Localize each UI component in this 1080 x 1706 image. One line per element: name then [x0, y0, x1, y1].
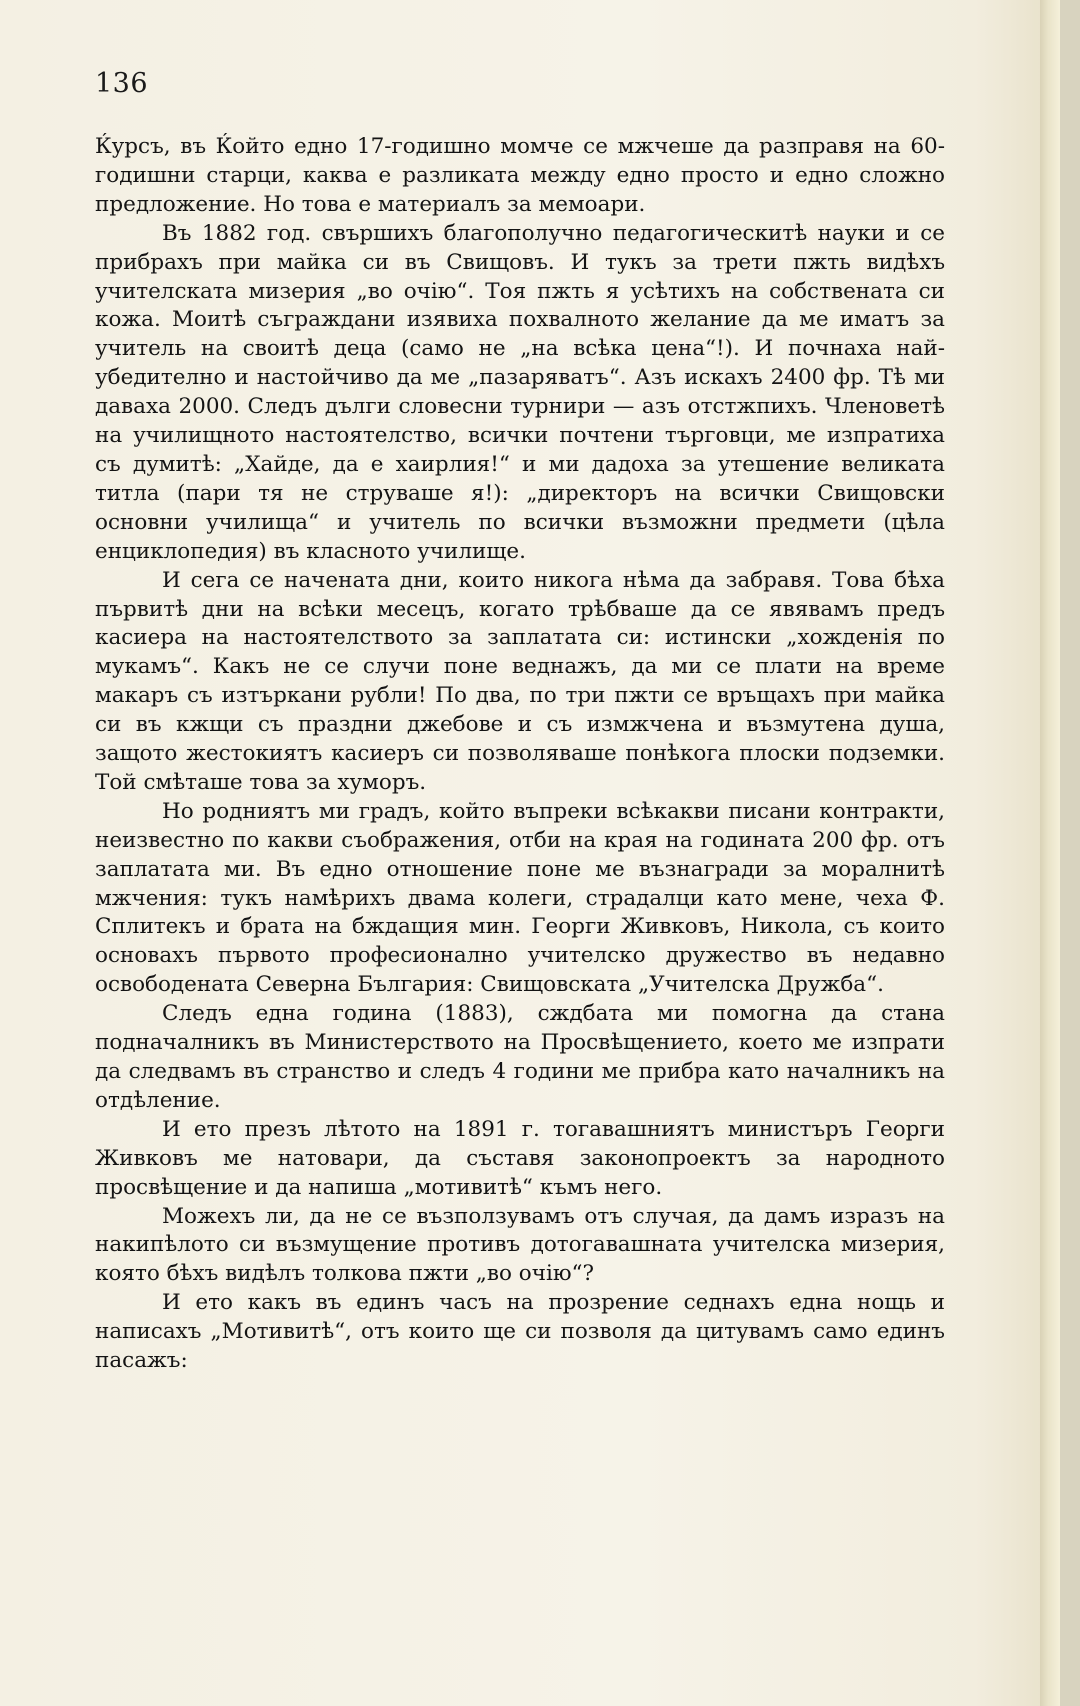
- page-edge: [1040, 0, 1060, 1706]
- page-number: 136: [95, 68, 149, 99]
- paragraph: И сега се начената дни, които никога нѣма да забравя. Това бѣха първитѣ дни на всѣки месецъ, когато трѣбваше да се явявамъ предъ касиера на настоятелството за заплатата си: истински „хожденія по мукамъ“. Какъ не се случи поне веднажъ, да ми се плати на време макаръ съ изтъркани рубли! По два, по три пжти се връщахъ при майка си въ кжщи съ праздни джебове и съ измжчена и възмутена душа, защото жестокиятъ касиеръ си позволяваше понѣкога плоски подземки. Той смѣташе това за хуморъ.: [95, 567, 945, 795]
- body-text: [95, 133, 945, 1376]
- paragraph: И ето какъ въ единъ часъ на прозрение седнахъ една нощь и написахъ „Мотивитѣ“, отъ които ще си позволя да цитувамъ само единъ пасажъ:: [95, 1290, 945, 1374]
- paragraph: Въ 1882 год. свършихъ благополучно педагогическитѣ науки и се прибрахъ при майка си въ Свищовъ. И тукъ за трети пжть видѣхъ учителската мизерия „во очію“. Тоя пжть я усѣтихъ на собствената си кожа. Моитѣ съграждани изявиха похвалното желание да ме иматъ за учитель на своитѣ деца (само не „на всѣка цена“!). И почнаха най-убедително и настойчиво да ме „пазаряватъ“. Азъ искахъ 2400 фр. Тѣ ми даваха 2000. Следъ дълги словесни турнири — азъ отстжпихъ. Членоветѣ на училищното настоятелство, всички почтени търговци, ме изпратиха съ думитѣ: „Хайде, да е хаирлия!“ и ми дадоха за утешение великата титла (пари тя не струваше я!): „директоръ на всички Свищовски основни училища“ и учитель по всички възможни предмети (цѣла енциклопедия) въ класното училище.: [95, 220, 945, 564]
- paragraph: Ќурсъ, въ Ќойто едно 17-годишно момче се мжчеше да разправя на 60-годишни старци, каква е разликата между едно просто и едно сложно предложение. Но това е материалъ за мемоари.: [95, 134, 945, 217]
- paragraph: И ето презъ лѣтото на 1891 г. тогавашниятъ министъръ Георги Живковъ ме натовари, да съставя законопроектъ за народното просвѣщение и да напиша „мотивитѣ“ къмъ него.: [95, 1116, 945, 1200]
- paragraph: Следъ една година (1883), сждбата ми помогна да стана подначалникъ въ Министерството на Просвѣщението, което ме изпрати да следвамъ въ странство и следъ 4 години ме прибра като началникъ на отдѣление.: [95, 1001, 945, 1113]
- paragraph: Можехъ ли, да не се възползувамъ отъ случая, да дамъ изразъ на накипѣлото си възмущение противъ дотогавашната учителска мизерия, която бѣхъ видѣлъ толкова пжти „во очію“?: [95, 1203, 945, 1287]
- paragraph: Но родниятъ ми градъ, който въпреки всѣкакви писани контракти, неизвестно по какви съображения, отби на края на годината 200 фр. отъ заплатата ми. Въ едно отношение поне ме възнагради за моралнитѣ мжчения: тукъ намѣрихъ двама колеги, страдалци като мене, чеха Ф. Сплитекъ и брата на бждащия мин. Георги Живковъ, Никола, съ които основахъ първото професионално учителско дружество въ недавно освободената Северна България: Свищовската „Учителска Дружба“.: [95, 798, 945, 998]
